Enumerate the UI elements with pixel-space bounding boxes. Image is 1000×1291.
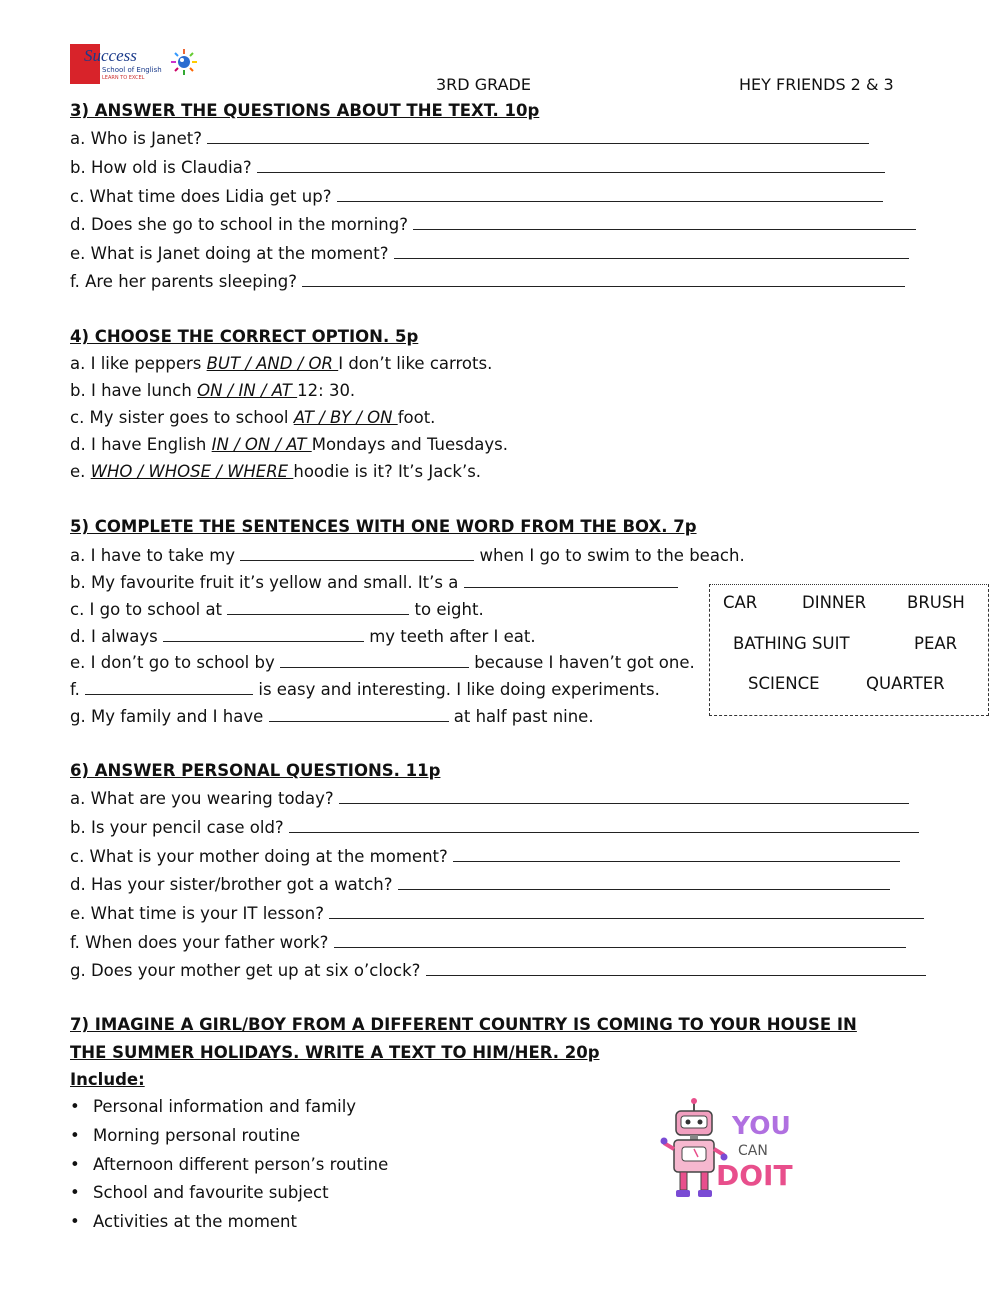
gap-fill-line: g. My family and I have at half past nine. xyxy=(70,707,594,726)
option-line: a. I like peppers BUT / AND / OR I don’t like carrots. xyxy=(70,354,493,373)
list-item: • Morning personal routine xyxy=(70,1126,301,1145)
word-box xyxy=(709,584,989,716)
gap-fill-line: d. I always my teeth after I eat. xyxy=(70,627,536,646)
answer-blank[interactable] xyxy=(289,817,919,833)
answer-blank[interactable] xyxy=(398,874,890,890)
bullet-icon: • xyxy=(70,1212,80,1231)
question-line: e. What is Janet doing at the moment? xyxy=(70,243,909,264)
option-choice[interactable]: ON / IN / AT xyxy=(197,381,298,400)
answer-blank[interactable] xyxy=(339,788,909,804)
answer-blank[interactable] xyxy=(329,903,924,919)
box-word: BATHING SUIT xyxy=(733,634,850,653)
section4-title: 4) CHOOSE THE CORRECT OPTION. 5p xyxy=(70,327,419,346)
box-word: PEAR xyxy=(914,634,958,653)
gap-fill-line: b. My favourite fruit it’s yellow and small. It’s a xyxy=(70,572,678,593)
question-line: g. Does your mother get up at six o’clock? xyxy=(70,960,926,981)
gap-fill-line: e. I don’t go to school by because I haven’t got one. xyxy=(70,653,695,672)
include-label: Include: xyxy=(70,1070,145,1089)
section5-title: 5) COMPLETE THE SENTENCES WITH ONE WORD FROM THE BOX. 7p xyxy=(70,517,697,536)
answer-blank[interactable] xyxy=(413,214,916,230)
bullet-icon: • xyxy=(70,1155,80,1174)
section6-title: 6) ANSWER PERSONAL QUESTIONS. 11p xyxy=(70,761,441,780)
answer-blank[interactable] xyxy=(207,128,869,144)
option-choice[interactable]: IN / ON / AT xyxy=(211,435,312,454)
answer-blank[interactable] xyxy=(269,706,449,722)
gap-fill-line: a. I have to take my when I go to swim to the beach. xyxy=(70,546,745,565)
option-line: c. My sister goes to school AT / BY / ON foot. xyxy=(70,408,436,427)
answer-blank[interactable] xyxy=(464,572,678,588)
option-choice[interactable]: BUT / AND / OR xyxy=(206,354,339,373)
answer-blank[interactable] xyxy=(85,679,253,695)
sticker-you: YOU xyxy=(732,1111,791,1140)
question-line: c. What time does Lidia get up? xyxy=(70,186,883,207)
list-item: • School and favourite subject xyxy=(70,1183,329,1202)
bullet-icon: • xyxy=(70,1183,80,1202)
logo-subtitle: School of English xyxy=(102,66,162,74)
logo-text: Success xyxy=(84,46,137,65)
answer-blank[interactable] xyxy=(280,652,469,668)
question-line: e. What time is your IT lesson? xyxy=(70,903,924,924)
section3-title: 3) ANSWER THE QUESTIONS ABOUT THE TEXT. 10p xyxy=(70,101,540,120)
question-line: c. What is your mother doing at the moment? xyxy=(70,846,900,867)
box-word: QUARTER xyxy=(866,674,945,693)
answer-blank[interactable] xyxy=(334,932,906,948)
box-word: CAR xyxy=(723,593,758,612)
box-word: DINNER xyxy=(802,593,867,612)
option-choice[interactable]: WHO / WHOSE / WHERE xyxy=(90,462,294,481)
sticker-can: CAN xyxy=(738,1143,768,1159)
question-line: d. Has your sister/brother got a watch? xyxy=(70,874,890,895)
answer-blank[interactable] xyxy=(302,271,905,287)
answer-blank[interactable] xyxy=(257,157,885,173)
question-line: d. Does she go to school in the morning? xyxy=(70,214,916,235)
answer-blank[interactable] xyxy=(240,545,474,561)
box-word: BRUSH xyxy=(907,593,965,612)
answer-blank[interactable] xyxy=(337,186,883,202)
option-line: e. WHO / WHOSE / WHERE hoodie is it? It’s Jack’s. xyxy=(70,462,482,481)
section7-title-line2: THE SUMMER HOLIDAYS. WRITE A TEXT TO HIM/HER. 20p xyxy=(70,1043,600,1062)
question-line: f. Are her parents sleeping? xyxy=(70,271,905,292)
answer-blank[interactable] xyxy=(453,846,900,862)
list-item: • Afternoon different person’s routine xyxy=(70,1155,389,1174)
question-line: b. How old is Claudia? xyxy=(70,157,885,178)
globe-icon xyxy=(170,48,198,76)
question-line: b. Is your pencil case old? xyxy=(70,817,919,838)
list-item: • Activities at the moment xyxy=(70,1212,297,1231)
answer-blank[interactable] xyxy=(426,960,926,976)
option-line: b. I have lunch ON / IN / AT 12: 30. xyxy=(70,381,356,400)
question-line: f. When does your father work? xyxy=(70,932,906,953)
gap-fill-line: f. is easy and interesting. I like doing experiments. xyxy=(70,680,660,699)
grade-label: 3RD GRADE xyxy=(436,75,531,94)
answer-blank[interactable] xyxy=(394,243,909,259)
question-line: a. Who is Janet? xyxy=(70,128,869,149)
question-line: a. What are you wearing today? xyxy=(70,788,909,809)
book-label: HEY FRIENDS 2 & 3 xyxy=(739,75,894,94)
school-logo xyxy=(70,42,200,88)
section7-title-line1: 7) IMAGINE A GIRL/BOY FROM A DIFFERENT COUNTRY IS COMING TO YOUR HOUSE IN xyxy=(70,1015,857,1034)
option-line: d. I have English IN / ON / AT Mondays and Tuesdays. xyxy=(70,435,508,454)
gap-fill-line: c. I go to school at to eight. xyxy=(70,600,484,619)
answer-blank[interactable] xyxy=(227,599,409,615)
logo-tagline: LEARN TO EXCEL xyxy=(102,75,145,81)
bullet-icon: • xyxy=(70,1097,80,1116)
list-item: • Personal information and family xyxy=(70,1097,357,1116)
bullet-icon: • xyxy=(70,1126,80,1145)
answer-blank[interactable] xyxy=(163,626,364,642)
sticker-doit: DOIT xyxy=(716,1159,793,1192)
you-can-do-it-sticker xyxy=(652,1095,802,1203)
option-choice[interactable]: AT / BY / ON xyxy=(293,408,398,427)
box-word: SCIENCE xyxy=(748,674,820,693)
